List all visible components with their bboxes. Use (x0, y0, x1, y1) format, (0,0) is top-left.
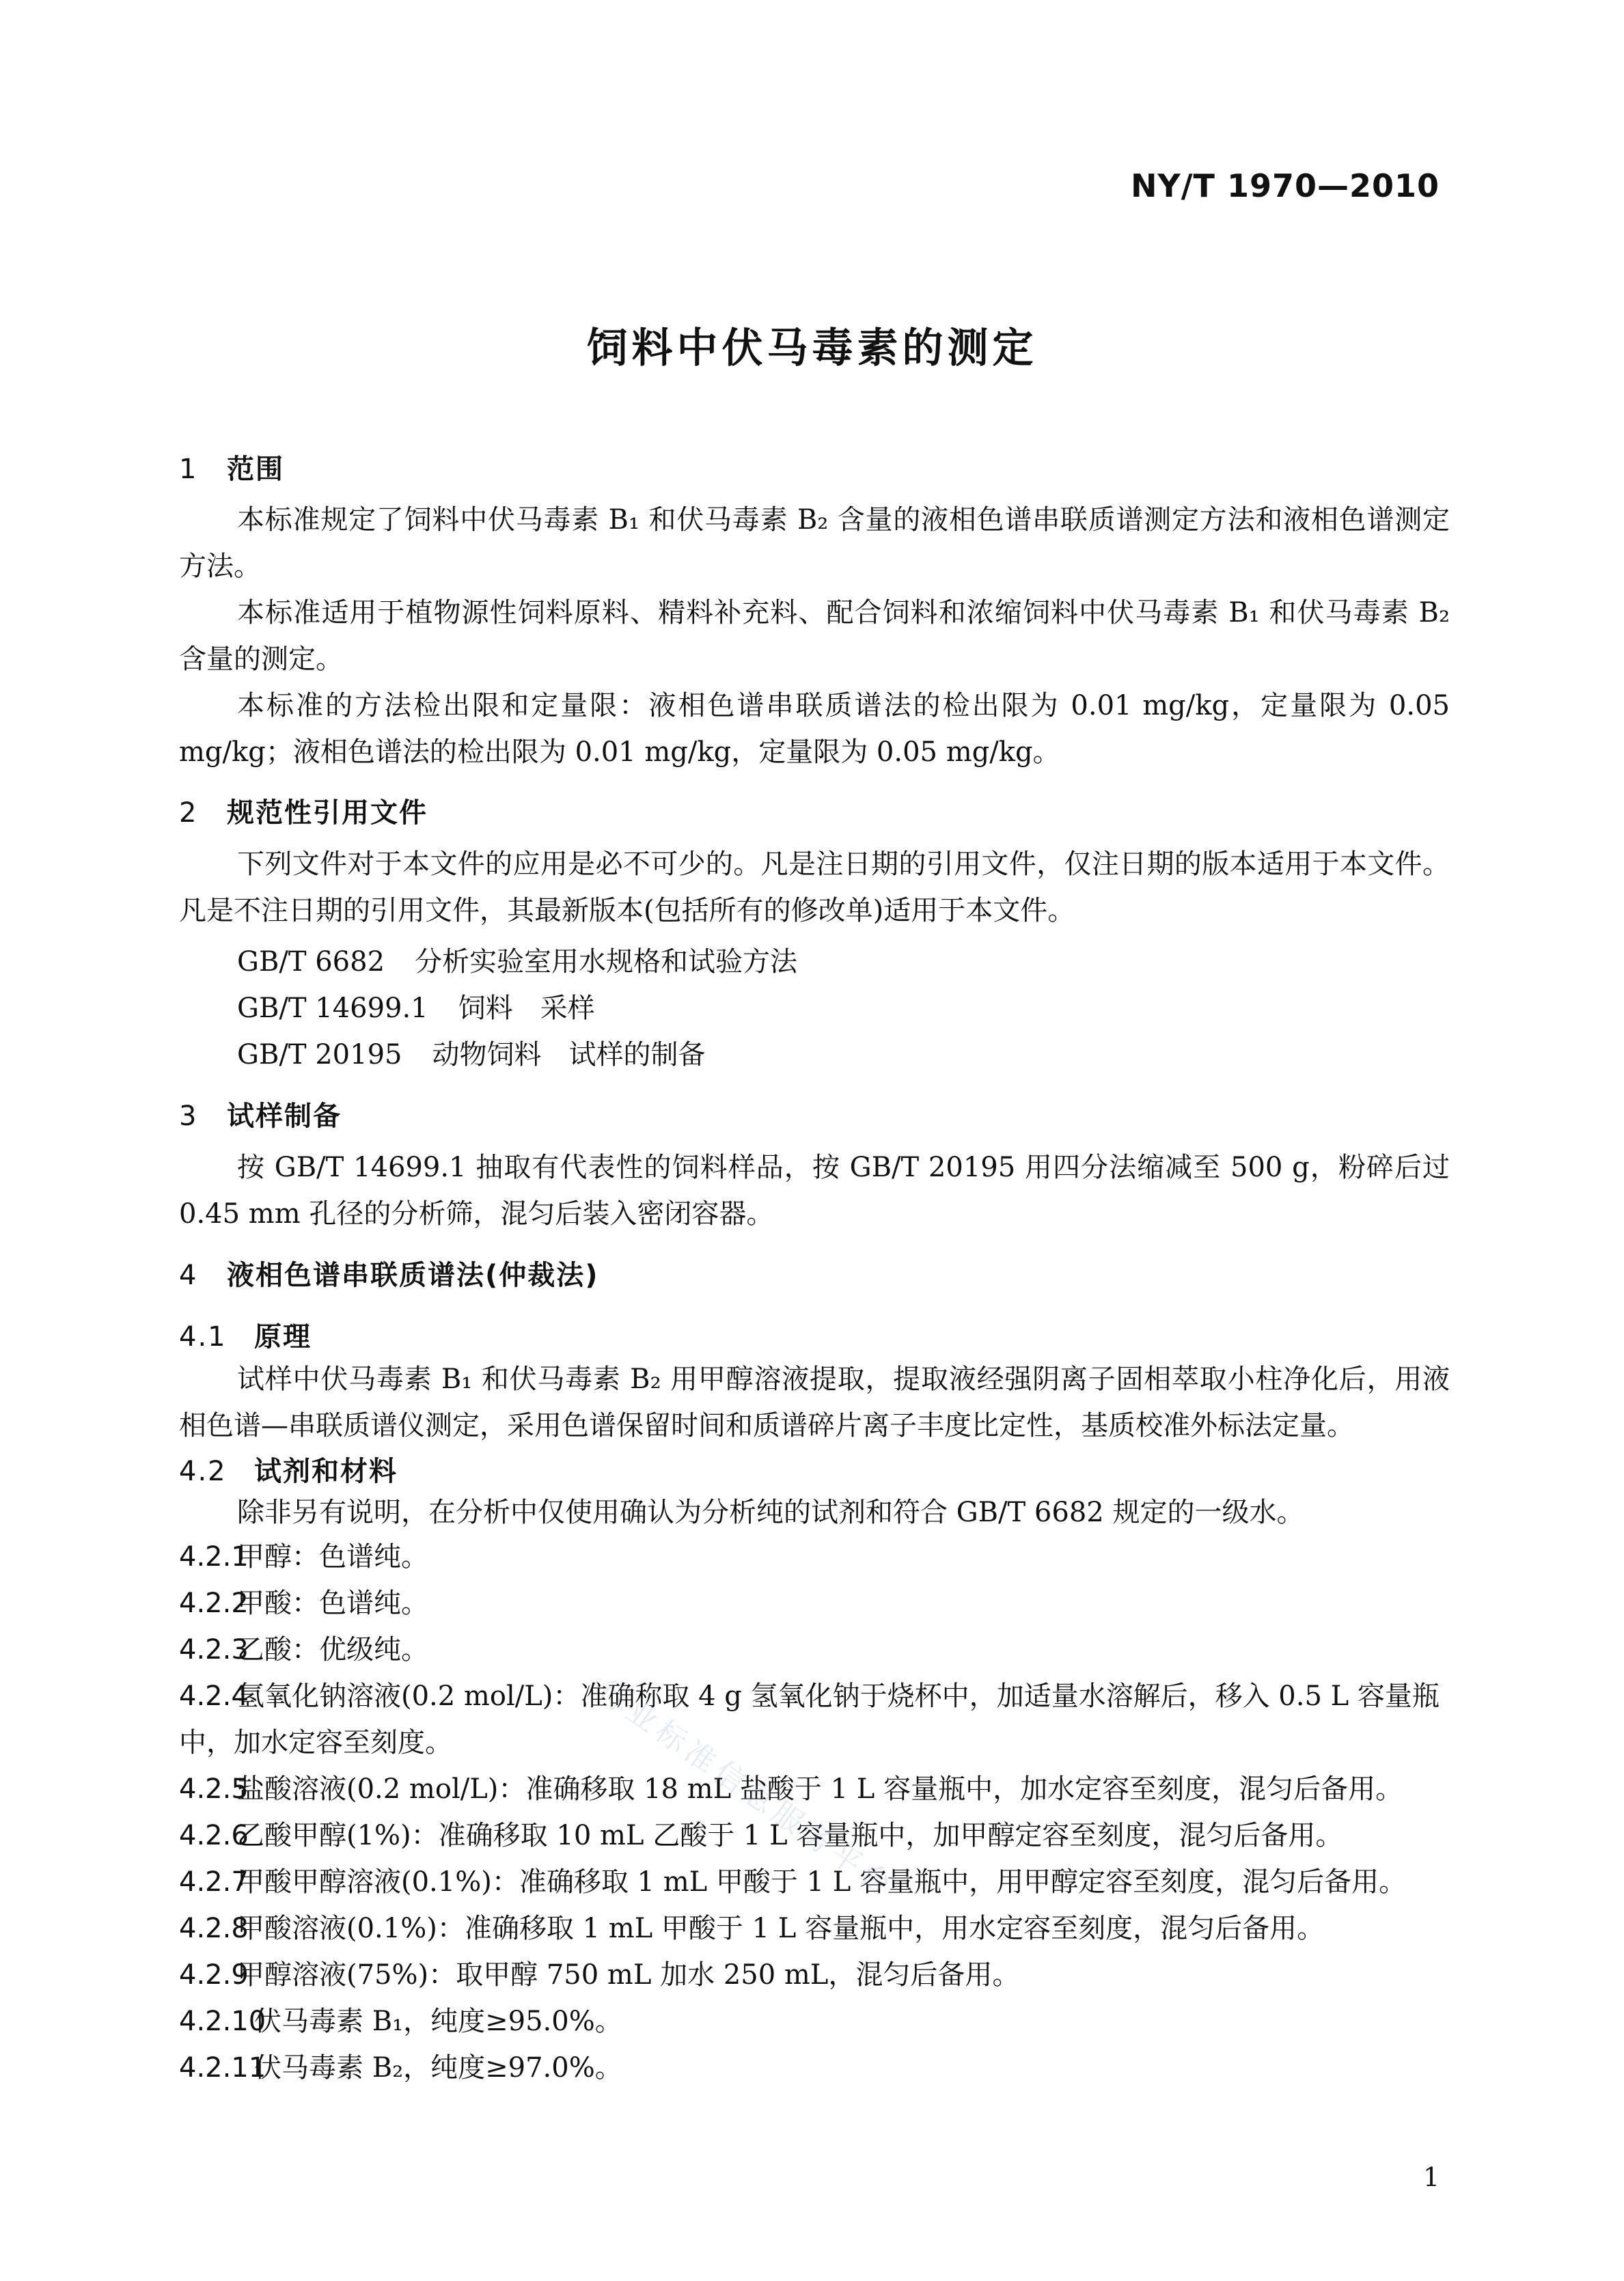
subsection-4-1-heading (179, 1315, 312, 1354)
item-number: 4.2.6 (179, 1820, 249, 1851)
reagent-item (179, 1766, 1450, 1812)
reagent-item (179, 1859, 1450, 1905)
reference-item (237, 940, 797, 979)
section-3-heading (179, 1094, 342, 1133)
item-number: 4.2.11 (179, 2052, 266, 2084)
reagent-item (179, 1952, 1450, 1998)
reagent-item (179, 1534, 1450, 1580)
reagent-item (179, 1627, 1450, 1673)
item-text: 甲酸：色谱纯。 (237, 1588, 428, 1619)
section-title: 规范性引用文件 (227, 797, 428, 829)
reference-item (237, 986, 595, 1025)
section-1-paragraph-2: 本标准适用于植物源性饲料原料、精料补充料、配合饲料和浓缩饲料中伏马毒素 B₁ 和伏马毒素 B₂ 含量的测定。 (179, 597, 1450, 675)
reagent-item (179, 1998, 1450, 2045)
reference-subtitle: 采样 (540, 993, 595, 1024)
document-title: 饲料中伏马毒素的测定 (586, 324, 1038, 372)
reference-subtitle: 试样的制备 (568, 1039, 706, 1070)
section-3-paragraph-1: 按 GB/T 14699.1 抽取有代表性的饲料样品，按 GB/T 20195 用四分法缩减至 500 g，粉碎后过 0.45 mm 孔径的分析筛，混匀后装入密闭容器。 (179, 1152, 1450, 1230)
standard-code: NY/T 1970—2010 (1130, 167, 1440, 204)
reagent-item (179, 2045, 1450, 2091)
item-text: 甲醇溶液(75%)：取甲醇 750 mL 加水 250 mL，混匀后备用。 (237, 1959, 1020, 1991)
section-title: 液相色谱串联质谱法(仲裁法) (227, 1260, 599, 1291)
subsection-title: 试剂和材料 (254, 1456, 398, 1487)
item-text: 氢氧化钠溶液(0.2 mol/L)：准确称取 4 g 氢氧化钠于烧杯中，加适量水溶解后，移入 0.5 L 容量瓶中，加水定容至刻度。 (179, 1681, 1440, 1758)
section-title: 范围 (227, 454, 284, 485)
section-number: 2 (179, 797, 198, 829)
section-2-heading (179, 791, 428, 830)
section-number: 3 (179, 1101, 198, 1132)
reference-title: 分析实验室用水规格和试验方法 (415, 946, 798, 978)
item-text: 伏马毒素 B₂，纯度≥97.0%。 (254, 2052, 622, 2084)
item-text: 乙酸：优级纯。 (237, 1634, 428, 1665)
item-number: 4.2.2 (179, 1588, 249, 1619)
reference-title: 饲料 (458, 993, 513, 1024)
reference-code: GB/T 6682 (237, 946, 385, 978)
section-4-heading (179, 1254, 599, 1292)
subsection-4-2-heading (179, 1450, 398, 1489)
item-number: 4.2.10 (179, 2006, 266, 2037)
item-text: 盐酸溶液(0.2 mol/L)：准确移取 18 mL 盐酸于 1 L 容量瓶中，加水定容至刻度，混匀后备用。 (237, 1773, 1403, 1805)
reagent-item (179, 1580, 1450, 1627)
item-text: 伏马毒素 B₁，纯度≥95.0%。 (254, 2006, 622, 2037)
section-1-paragraph-3: 本标准的方法检出限和定量限：液相色谱串联质谱法的检出限为 0.01 mg/kg，定量限为 0.05 mg/kg；液相色谱法的检出限为 0.01 mg/kg，定量限为 0.05 mg/kg。 (179, 690, 1450, 768)
item-number: 4.2.5 (179, 1773, 249, 1805)
subsection-4-2-paragraph: 除非另有说明，在分析中仅使用确认为分析纯的试剂和符合 GB/T 6682 规定的一级水。 (237, 1497, 1304, 1528)
item-text: 乙酸甲醇(1%)：准确移取 10 mL 乙酸于 1 L 容量瓶中，加甲醇定容至刻度，混匀后备用。 (237, 1820, 1343, 1851)
subsection-title: 原理 (254, 1321, 312, 1353)
section-title: 试样制备 (227, 1101, 342, 1132)
subsection-number: 4.1 (179, 1321, 227, 1353)
section-number: 1 (179, 454, 198, 485)
section-number: 4 (179, 1260, 198, 1291)
page-number: 1 (1422, 2162, 1440, 2192)
item-number: 4.2.7 (179, 1866, 249, 1898)
reagent-item (179, 1673, 1450, 1766)
item-number: 4.2.4 (179, 1681, 249, 1712)
item-text: 甲酸甲醇溶液(0.1%)：准确移取 1 mL 甲酸于 1 L 容量瓶中，用甲醇定容至刻度，混匀后备用。 (237, 1866, 1407, 1898)
item-number: 4.2.8 (179, 1913, 249, 1944)
subsection-4-1-paragraph: 试样中伏马毒素 B₁ 和伏马毒素 B₂ 用甲醇溶液提取，提取液经强阴离子固相萃取小柱净化后，用液相色谱—串联质谱仪测定，采用色谱保留时间和质谱碎片离子丰度比定性，基质校准外标法定量。 (179, 1364, 1450, 1441)
section-1-paragraph-1: 本标准规定了饲料中伏马毒素 B₁ 和伏马毒素 B₂ 含量的液相色谱串联质谱测定方法和液相色谱测定方法。 (179, 504, 1450, 582)
watermark: 行业标准信息服务平台 (590, 1673, 902, 1906)
reference-code: GB/T 20195 (237, 1039, 402, 1070)
reference-code: GB/T 14699.1 (237, 993, 428, 1024)
subsection-number: 4.2 (179, 1456, 227, 1487)
section-2-paragraph-1: 下列文件对于本文件的应用是必不可少的。凡是注日期的引用文件，仅注日期的版本适用于本文件。凡是不注日期的引用文件，其最新版本(包括所有的修改单)适用于本文件。 (179, 848, 1450, 926)
item-number: 4.2.1 (179, 1541, 249, 1573)
reference-title: 动物饲料 (432, 1039, 542, 1070)
item-number: 4.2.9 (179, 1959, 249, 1991)
section-1-heading (179, 447, 284, 486)
item-text: 甲酸溶液(0.1%)：准确移取 1 mL 甲酸于 1 L 容量瓶中，用水定容至刻度，混匀后备用。 (237, 1913, 1325, 1944)
reagent-item (179, 1905, 1450, 1952)
reference-item (237, 1033, 705, 1072)
item-text: 甲醇：色谱纯。 (237, 1541, 428, 1573)
item-number: 4.2.3 (179, 1634, 249, 1665)
